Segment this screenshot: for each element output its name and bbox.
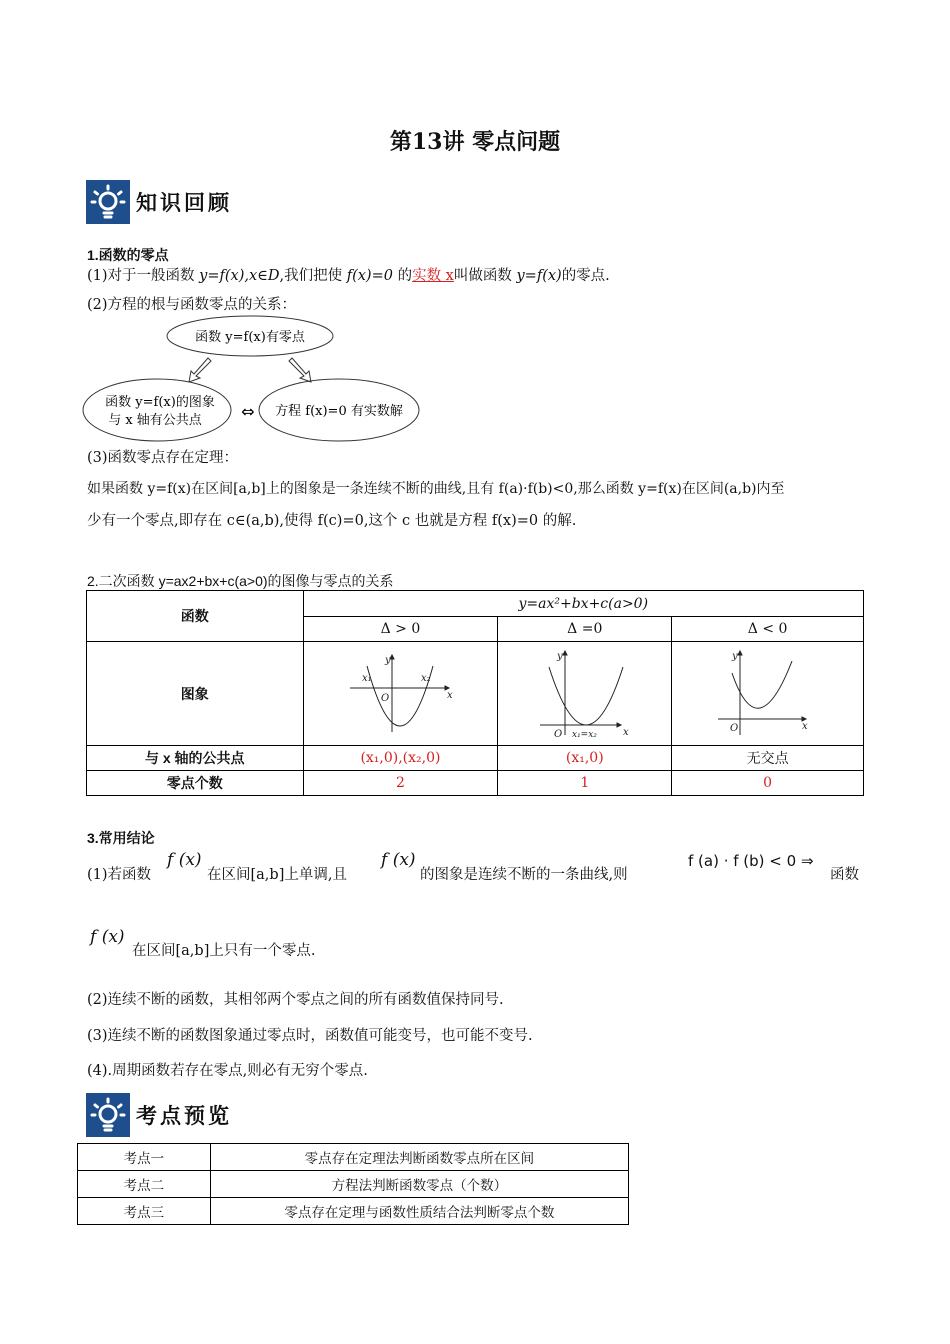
preview-key: 考点二 xyxy=(78,1171,211,1198)
table-row xyxy=(78,1171,629,1198)
case-delta-negative: Δ < 0 xyxy=(672,617,864,642)
definition-line: (1)对于一般函数 y=f(x),x∈D,我们把使 f(x)=0 的实数 x叫做函数 y=f(x)的零点. xyxy=(87,268,610,284)
fx-formula: f (x) xyxy=(167,850,202,870)
col-function: 函数 xyxy=(87,591,304,642)
conclusion-1-d: 函数 xyxy=(830,867,859,883)
theorem-heading: (3)函数零点存在定理： xyxy=(87,450,239,466)
fab-formula: f (a) · f (b) < 0 ⇒ xyxy=(688,852,814,870)
row-graph-label: 图象 xyxy=(87,642,304,746)
lightbulb-icon xyxy=(86,1093,130,1137)
ellipse-left xyxy=(83,379,231,441)
theorem-line-1: 如果函数 y=f(x)在区间[a,b]上的图象是一条连续不断的曲线,且有 f(a)·f(b)<0,那么函数 y=f(x)在区间(a,b)内至 xyxy=(87,481,785,497)
row-count-label: 零点个数 xyxy=(87,771,304,796)
preview-value: 方程法判断函数零点（个数） xyxy=(210,1171,628,1198)
svg-text:x: x xyxy=(801,720,808,732)
conclusion-1-c: 的图象是连续不断的一条曲线,则 xyxy=(420,867,628,883)
section-banner-preview xyxy=(86,1093,232,1137)
svg-text:x: x xyxy=(447,689,454,701)
conclusion-1-a: (1)若函数 xyxy=(87,867,152,883)
equivalence-arrow: ⇔ xyxy=(241,402,255,421)
diagram-left-text-2: 与 x 轴有公共点 xyxy=(108,413,202,428)
page-title: 第13讲 零点问题 xyxy=(389,129,561,155)
section-heading-3: 3.常用结论 xyxy=(87,830,155,846)
banner-label: 知识回顾 xyxy=(136,190,232,215)
preview-value: 零点存在定理法判断函数零点所在区间 xyxy=(210,1144,628,1171)
svg-text:y: y xyxy=(556,650,563,662)
theorem-line-2: 少有一个零点,即存在 c∈(a,b),使得 f(c)=0,这个 c 也就是方程 f(x)=0 的解. xyxy=(87,513,577,529)
conclusion-1-e: 在区间[a,b]上只有一个零点. xyxy=(132,943,316,959)
svg-text:y: y xyxy=(385,654,392,666)
banner-label: 考点预览 xyxy=(136,1103,232,1128)
conclusion-2: (2)连续不断的函数，其相邻两个零点之间的所有函数值保持同号. xyxy=(87,992,504,1008)
section-heading-2: 2.二次函数 y=ax2+bx+c(a>0)的图像与零点的关系 xyxy=(87,573,394,589)
points-no-root: 无交点 xyxy=(672,746,864,771)
points-two-roots: (x₁,0),(x₂,0) xyxy=(303,746,498,771)
svg-text:O: O xyxy=(729,722,738,734)
quadratic-table xyxy=(86,590,864,796)
case-delta-zero: Δ =0 xyxy=(498,617,672,642)
case-delta-positive: Δ > 0 xyxy=(303,617,498,642)
svg-text:y: y xyxy=(731,650,738,662)
graph-one-root xyxy=(498,642,672,746)
table-row xyxy=(78,1198,629,1225)
graph-two-roots xyxy=(303,642,498,746)
svg-text:O: O xyxy=(381,692,390,704)
preview-value: 零点存在定理与函数性质结合法判断零点个数 xyxy=(210,1198,628,1225)
points-one-root: (x₁,0) xyxy=(498,746,672,771)
row-points-label: 与 x 轴的公共点 xyxy=(87,746,304,771)
lightbulb-icon xyxy=(86,180,130,224)
conclusion-3: (3)连续不断的函数图象通过零点时，函数值可能变号，也可能不变号. xyxy=(87,1028,533,1044)
double-arrow-left xyxy=(189,358,211,382)
svg-text:x₁=x₂: x₁=x₂ xyxy=(571,729,597,739)
fx-formula: f (x) xyxy=(90,927,125,947)
conclusion-1-b: 在区间[a,b]上单调,且 xyxy=(207,867,347,883)
diagram-left-text-1: 函数 y=f(x)的图象 xyxy=(105,395,215,410)
section-heading-1: 1.函数的零点 xyxy=(87,247,169,263)
highlight-real-x: 实数 x xyxy=(412,268,454,284)
relation-diagram xyxy=(80,312,425,446)
count-two-roots: 2 xyxy=(303,771,498,796)
preview-key: 考点一 xyxy=(78,1144,211,1171)
graph-no-root xyxy=(672,642,864,746)
table-row xyxy=(78,1144,629,1171)
double-arrow-right xyxy=(289,358,311,382)
preview-table xyxy=(77,1143,629,1225)
count-no-root: 0 xyxy=(672,771,864,796)
relation-line: (2)方程的根与函数零点的关系： xyxy=(87,297,297,313)
svg-text:x₂: x₂ xyxy=(421,672,432,684)
count-one-root: 1 xyxy=(498,771,672,796)
svg-text:x: x xyxy=(622,726,629,738)
fx-formula: f (x) xyxy=(381,850,416,870)
diagram-top-text: 函数 y=f(x)有零点 xyxy=(195,330,305,345)
diagram-right-text: 方程 f(x)=0 有实数解 xyxy=(275,404,403,419)
preview-key: 考点三 xyxy=(78,1198,211,1225)
conclusion-4: (4).周期函数若存在零点,则必有无穷个零点. xyxy=(87,1063,368,1079)
section-banner-review xyxy=(86,180,232,224)
table-header-formula: y=ax²+bx+c(a>0) xyxy=(303,591,863,617)
svg-text:x₁: x₁ xyxy=(362,672,373,684)
svg-text:O: O xyxy=(553,728,562,739)
